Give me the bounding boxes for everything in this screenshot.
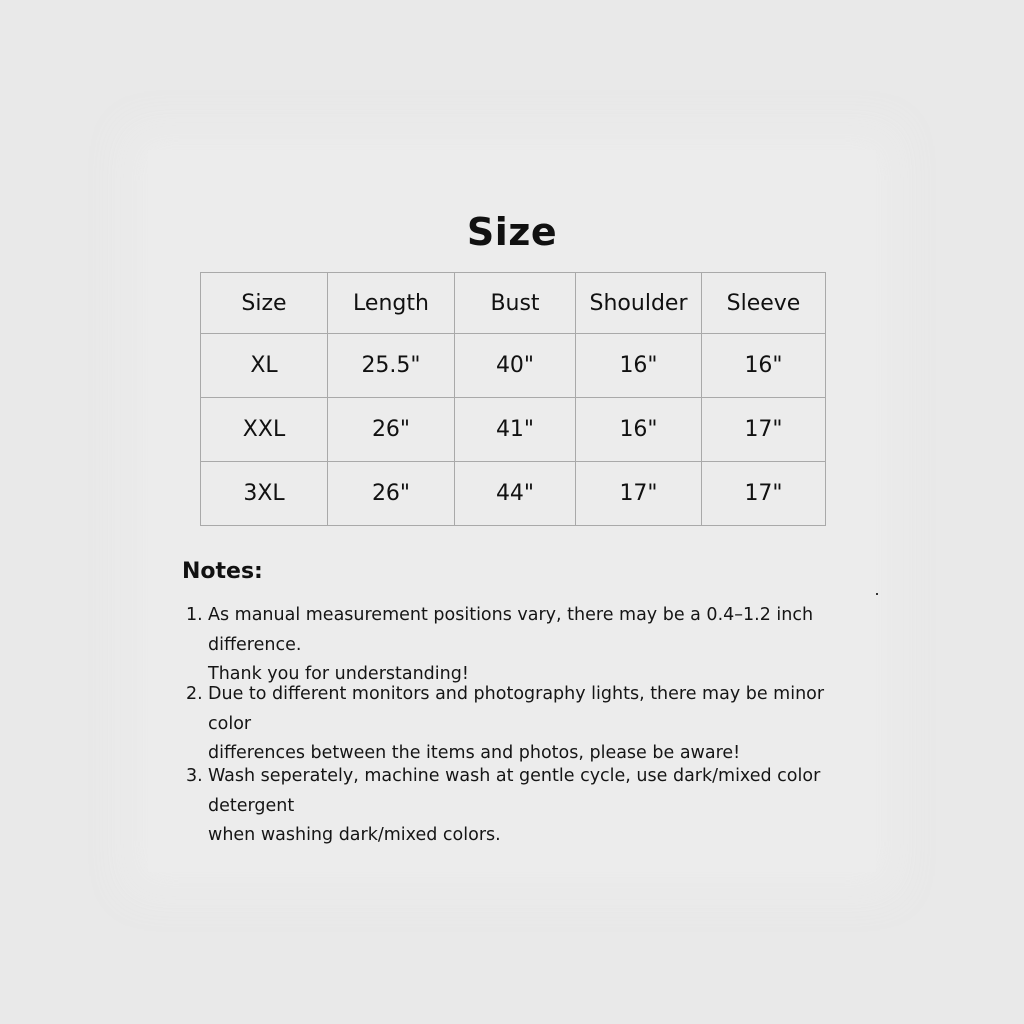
table-cell: 16" xyxy=(576,334,702,398)
note-number: 3. xyxy=(186,766,203,786)
table-row xyxy=(201,462,826,526)
table-cell: XXL xyxy=(201,398,328,462)
table-cell: 44" xyxy=(455,462,576,526)
note-line: differences between the items and photos, please be aware! xyxy=(208,743,741,763)
table-header-row xyxy=(201,273,826,334)
size-table xyxy=(200,272,826,526)
note-line: when washing dark/mixed colors. xyxy=(208,825,501,845)
note-line: Wash seperately, machine wash at gentle cycle, use dark/mixed color detergent xyxy=(208,766,821,816)
table-cell: 17" xyxy=(576,462,702,526)
note-line: Due to different monitors and photography lights, there may be minor color xyxy=(208,684,825,734)
table-row xyxy=(201,334,826,398)
table-cell: 17" xyxy=(702,462,826,526)
header-sleeve: Sleeve xyxy=(702,273,826,334)
note-number: 1. xyxy=(186,605,203,625)
table-cell: 17" xyxy=(702,398,826,462)
note-number: 2. xyxy=(186,684,203,704)
header-length: Length xyxy=(328,273,455,334)
note-line: As manual measurement positions vary, there may be a 0.4–1.2 inch difference. xyxy=(208,605,814,655)
header-shoulder: Shoulder xyxy=(576,273,702,334)
note-item xyxy=(186,601,866,690)
header-size: Size xyxy=(201,273,328,334)
table-cell: XL xyxy=(201,334,328,398)
note-item xyxy=(186,680,866,769)
stray-dot xyxy=(876,593,878,595)
table-cell: 16" xyxy=(576,398,702,462)
table-cell: 26" xyxy=(328,398,455,462)
table-cell: 25.5" xyxy=(328,334,455,398)
table-cell: 26" xyxy=(328,462,455,526)
table-cell: 3XL xyxy=(201,462,328,526)
table-cell: 40" xyxy=(455,334,576,398)
note-item xyxy=(186,762,866,851)
header-bust: Bust xyxy=(455,273,576,334)
table-cell: 41" xyxy=(455,398,576,462)
notes-heading: Notes: xyxy=(182,559,263,584)
page-title: Size xyxy=(466,210,558,254)
table-cell: 16" xyxy=(702,334,826,398)
note-line: Thank you for understanding! xyxy=(208,664,469,684)
table-row xyxy=(201,398,826,462)
